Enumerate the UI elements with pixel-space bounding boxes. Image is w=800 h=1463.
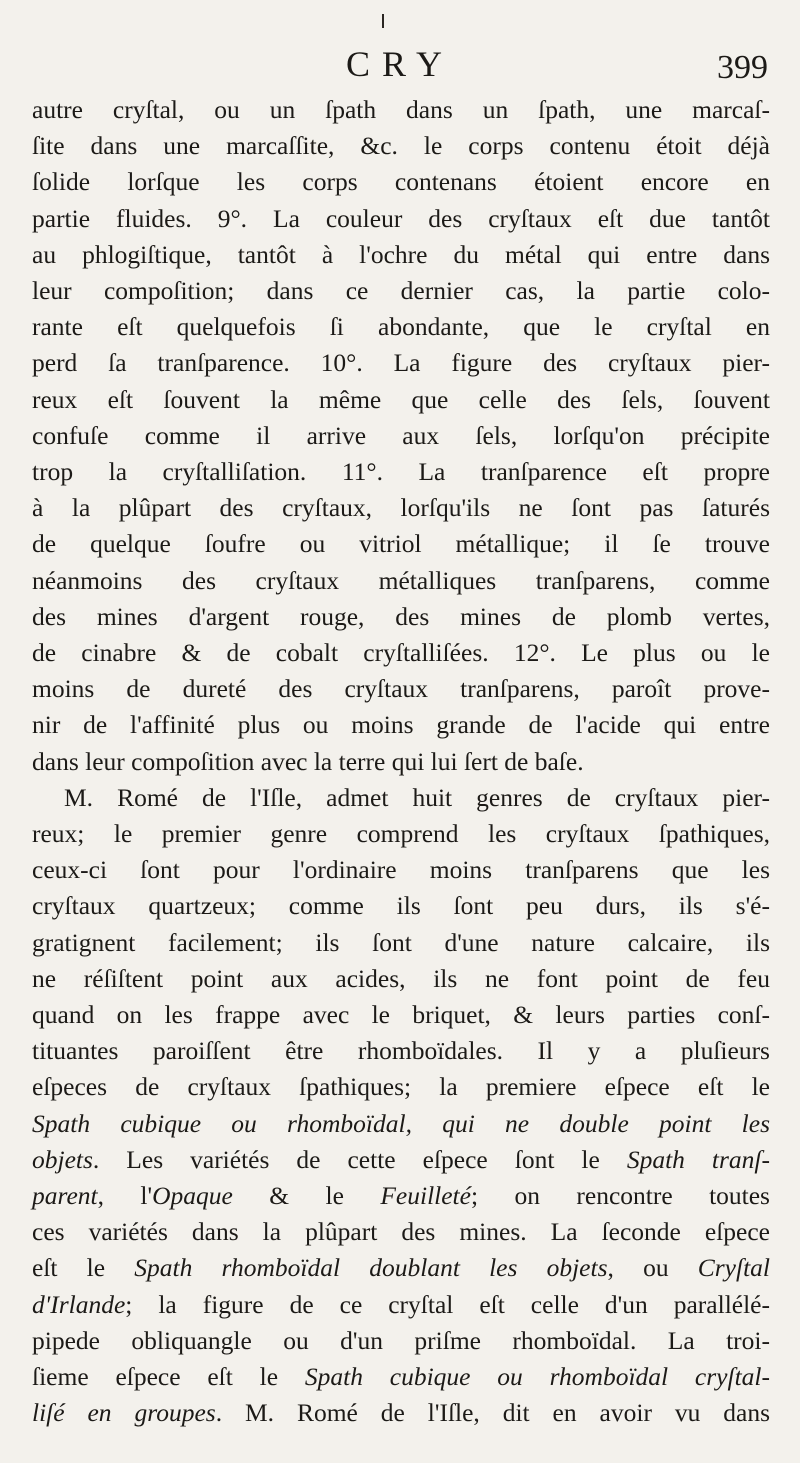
text-line: liſé en groupes. M. Romé de l'Iſle, dit en avoir vu dans	[32, 1398, 771, 1428]
text-line: tituantes paroiſſent être rhomboïdales. Il y a pluſieurs	[32, 1036, 770, 1066]
text-line: ſolide lorſque les corps contenans étoient encore en	[32, 167, 770, 197]
text-line: eſpeces de cryſtaux ſpathiques; la premiere eſpece eſt le	[32, 1072, 770, 1102]
text-line: gratignent facilement; ils ſont d'une nature calcaire, ils	[32, 927, 770, 957]
text-line: nir de l'affinité plus ou moins grande de l'acide qui entre	[32, 710, 770, 740]
text-line: confuſe comme il arrive aux ſels, lorſqu'on précipite	[32, 420, 770, 450]
page-number: 399	[717, 49, 768, 86]
text-line: ces variétés dans la plûpart des mines. La ſeconde eſpece	[32, 1217, 770, 1247]
text-line: M. Romé de l'Iſle, admet huit genres de cryſtaux pier-	[64, 782, 770, 812]
text-line: ceux-ci ſont pour l'ordinaire moins tranſparens que les	[32, 855, 770, 885]
text-line: Spath cubique ou rhomboïdal, qui ne double point les	[32, 1108, 770, 1138]
page-header	[0, 44, 800, 84]
text-line: parent, l'Opaque & le Feuilleté; on rencontre toutes	[32, 1181, 770, 1210]
text-line: à la plûpart des cryſtaux, lorſqu'ils ne ſont pas ſaturés	[32, 493, 770, 523]
text-line: des mines d'argent rouge, des mines de plomb vertes,	[32, 601, 770, 631]
text-line: objets. Les variétés de cette eſpece ſont le Spath tranſ-	[32, 1144, 771, 1174]
text-line: moins de dureté des cryſtaux tranſparens, paroît prove-	[32, 674, 770, 704]
text-line: cryſtaux quartzeux; comme ils ſont peu durs, ils s'é-	[32, 891, 770, 921]
fold-mark	[382, 14, 384, 28]
text-line: ſieme eſpece eſt le Spath cubique ou rhomboïdal cryſtal-	[32, 1362, 770, 1391]
text-line: dans leur compoſition avec la terre qui lui ſert de baſe.	[32, 746, 584, 776]
text-line: d'Irlande; la figure de ce cryſtal eſt celle d'un parallélé-	[32, 1289, 770, 1319]
text-line: trop la cryſtalliſation. 11°. La tranſparence eſt propre	[32, 457, 770, 486]
running-head: CRY	[345, 44, 455, 84]
text-line: ne réſiſtent point aux acides, ils ne font point de feu	[32, 963, 770, 993]
text-line: autre cryſtal, ou un ſpath dans un ſpath, une marcaſ-	[32, 95, 770, 124]
text-line: ſite dans une marcaſſite, &c. le corps contenu étoit déjà	[32, 131, 770, 161]
text-line: partie fluides. 9°. La couleur des cryſtaux eſt due tantôt	[32, 203, 770, 233]
text-line: de quelque ſoufre ou vitriol métallique; il ſe trouve	[32, 529, 770, 559]
text-line: néanmoins des cryſtaux métalliques tranſparens, comme	[32, 565, 770, 595]
text-line: perd ſa tranſparence. 10°. La figure des cryſtaux pier-	[32, 348, 770, 378]
text-line: pipede obliquangle ou d'un priſme rhomboïdal. La troi-	[32, 1325, 770, 1355]
text-line: leur compoſition; dans ce dernier cas, la partie colo-	[32, 276, 770, 305]
text-line: de cinabre & de cobalt cryſtalliſées. 12°. Le plus ou le	[32, 638, 770, 667]
text-line: reux eſt ſouvent la même que celle des ſels, ſouvent	[32, 384, 770, 414]
text-line: rante eſt quelquefois ſi abondante, que le cryſtal en	[32, 312, 770, 342]
text-line: au phlogiſtique, tantôt à l'ochre du métal qui entre dans	[32, 239, 770, 269]
text-line: quand on les frappe avec le briquet, & leurs parties conſ-	[32, 1000, 770, 1029]
text-line: reux; le premier genre comprend les cryſtaux ſpathiques,	[32, 819, 770, 848]
text-line: eſt le Spath rhomboïdal doublant les objets, ou Cryſtal	[32, 1253, 771, 1283]
